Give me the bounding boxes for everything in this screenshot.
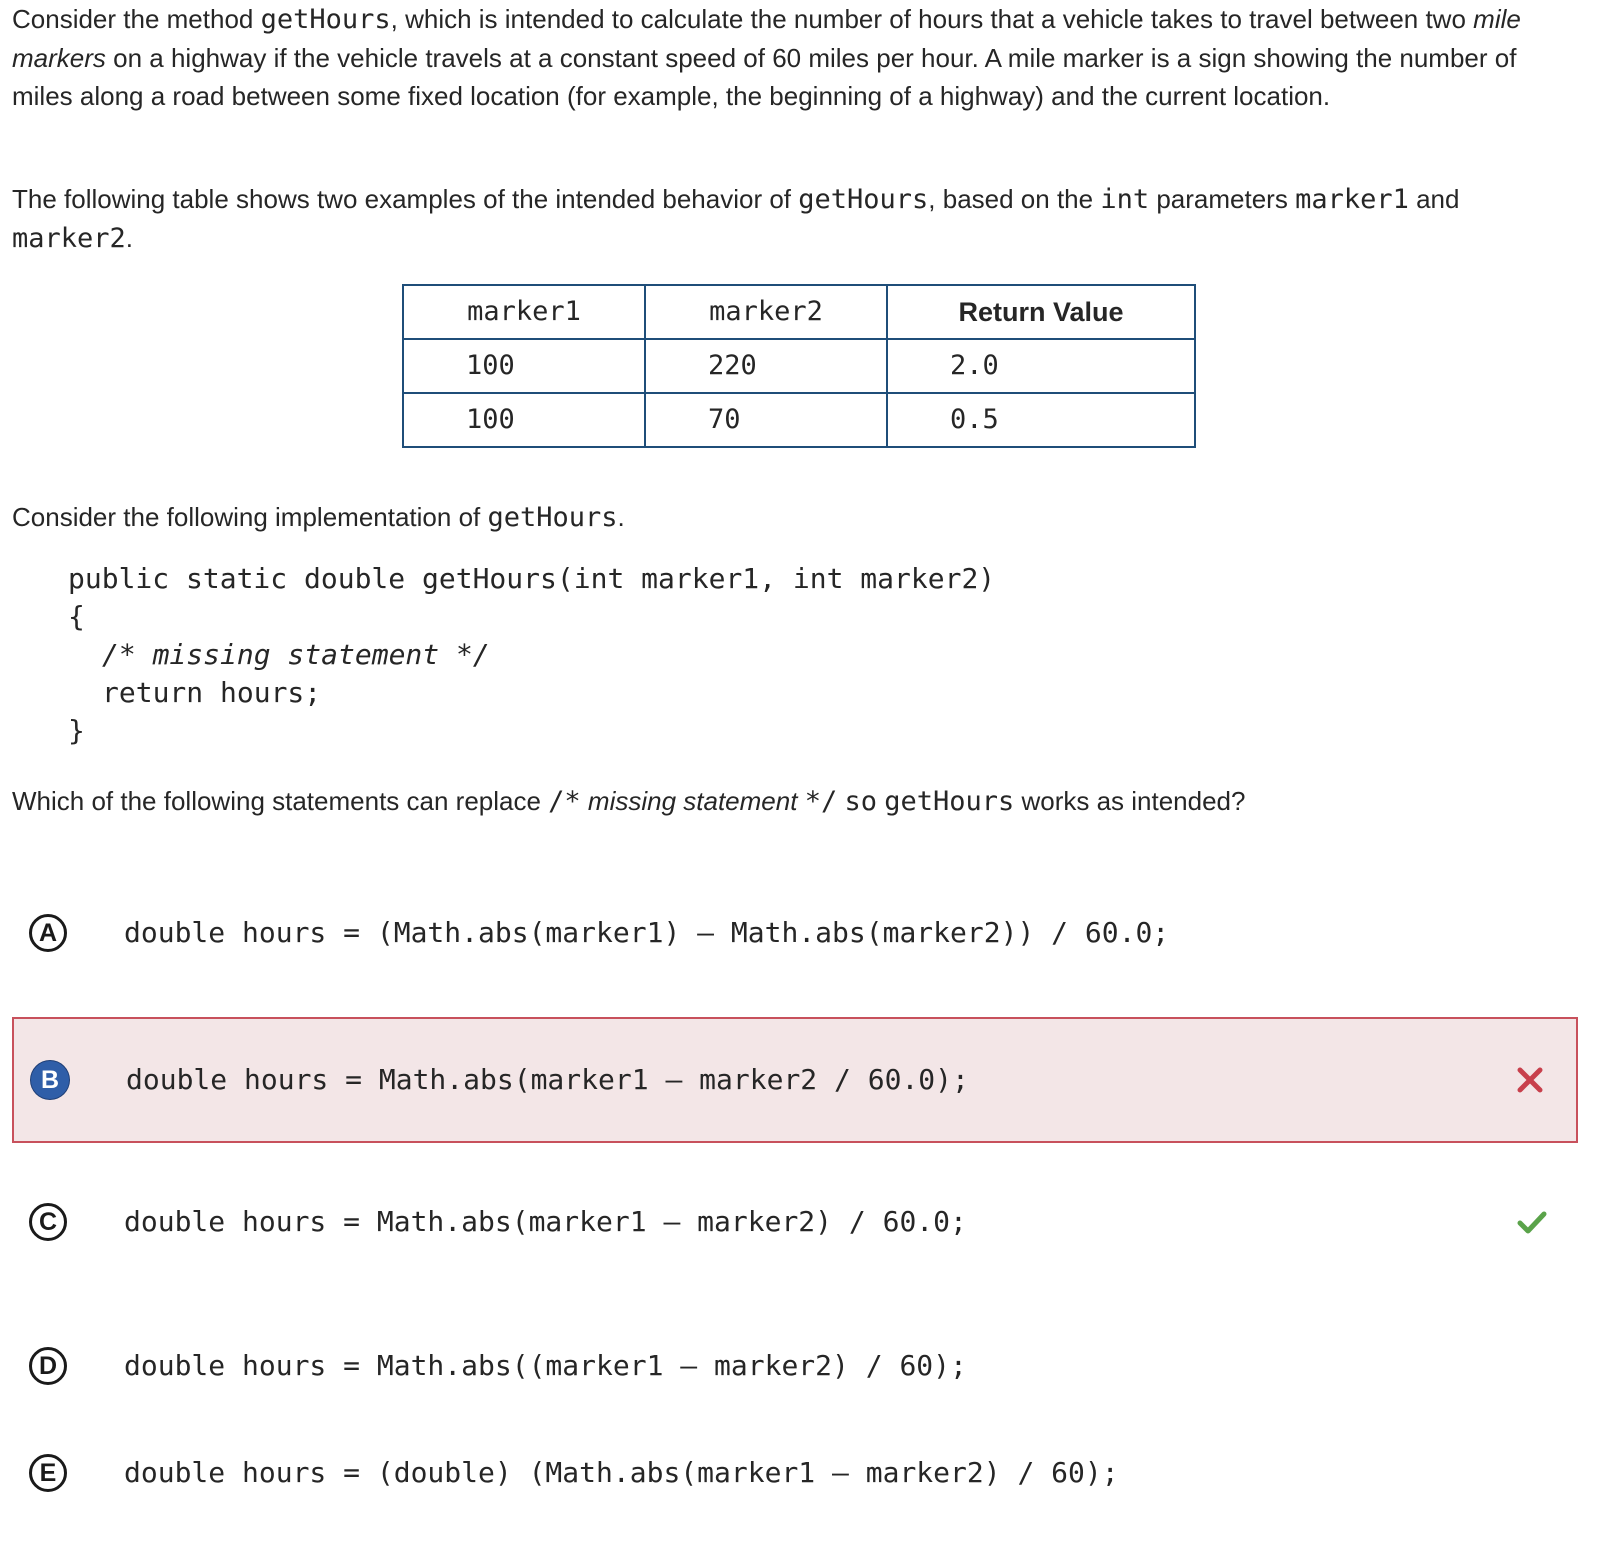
option-text-d: double hours = Math.abs((marker1 – marker2) / 60); — [124, 1349, 967, 1382]
table-cell: 2.0 — [887, 339, 1195, 393]
option-text-c: double hours = Math.abs(marker1 – marker2) / 60.0; — [124, 1205, 967, 1238]
table-cell: 220 — [645, 339, 887, 393]
implementation-intro — [12, 498, 1566, 537]
table-intro-code-gethours: getHours — [798, 184, 929, 215]
question-code-gethours: getHours — [884, 786, 1015, 817]
intro-paragraph — [12, 0, 1566, 115]
impl-intro-code-gethours: getHours — [487, 502, 618, 533]
impl-intro-text-1: Consider the following implementation of — [12, 502, 488, 532]
table-intro-code-int: int — [1100, 184, 1150, 215]
table-intro-code-marker2: marker2 — [12, 223, 126, 254]
table-header-return-value: Return Value — [887, 285, 1195, 339]
answer-option-c[interactable] — [12, 1161, 1578, 1287]
question-code-so: so — [844, 786, 877, 817]
table-row — [403, 393, 1195, 447]
question-code-open-comment: /* — [548, 786, 581, 817]
table-intro-text-5: . — [125, 223, 134, 253]
table-header-marker1: marker1 — [403, 285, 645, 339]
question-text — [12, 782, 1566, 821]
option-letter-c: C — [29, 1203, 67, 1241]
table-row — [403, 339, 1195, 393]
table-header-row — [403, 285, 1195, 339]
answer-option-b[interactable] — [12, 1017, 1578, 1143]
table-cell: 100 — [403, 339, 645, 393]
question-text-1: Which of the following statements can replace — [12, 786, 549, 816]
examples-table — [402, 284, 1196, 448]
question-code-close-comment: */ — [804, 786, 838, 817]
option-letter-d: D — [29, 1347, 67, 1385]
intro-text-1: Consider the method — [12, 4, 261, 34]
impl-intro-text-2: . — [617, 502, 625, 532]
table-header-marker2: marker2 — [645, 285, 887, 339]
table-cell: 100 — [403, 393, 645, 447]
table-intro-code-marker1: marker1 — [1295, 184, 1409, 215]
code-line-open-brace: { — [68, 600, 85, 633]
code-line-signature: public static double getHours(int marker1, int marker2) — [68, 562, 996, 595]
intro-code-gethours: getHours — [260, 4, 391, 35]
table-intro-text-4: and — [1408, 184, 1460, 214]
table-cell: 70 — [645, 393, 887, 447]
option-text-b: double hours = Math.abs(marker1 – marker2 / 60.0); — [126, 1063, 969, 1096]
code-line-return: return hours; — [102, 676, 322, 709]
table-intro-text-3: parameters — [1149, 184, 1296, 214]
answer-option-e[interactable] — [12, 1412, 1578, 1538]
option-letter-b: B — [31, 1061, 69, 1099]
option-letter-e: E — [29, 1454, 67, 1492]
option-letter-a: A — [29, 914, 67, 952]
intro-emphasis-mile-markers: mile markers — [12, 4, 1521, 73]
x-mark-icon — [1512, 1062, 1548, 1098]
table-intro-paragraph — [12, 180, 1566, 258]
option-text-e: double hours = (double) (Math.abs(marker1 – marker2) / 60); — [124, 1456, 1119, 1489]
code-line-missing-statement: /* missing statement */ — [102, 638, 490, 671]
intro-text-3: on a highway if the vehicle travels at a constant speed of 60 miles per hour. A mile marker is a sign showing the number of miles along a road between some fixed location (for example, the beginning of a highway) and the current location. — [12, 43, 1517, 111]
check-mark-icon — [1514, 1204, 1550, 1240]
intro-text-2: , which is intended to calculate the number of hours that a vehicle takes to travel between two — [390, 4, 1474, 34]
question-emphasis-missing-statement: missing statement — [587, 786, 798, 816]
code-line-close-brace: } — [68, 714, 85, 747]
table-intro-text-1: The following table shows two examples of the intended behavior of — [12, 184, 799, 214]
option-text-a: double hours = (Math.abs(marker1) – Math.abs(marker2)) / 60.0; — [124, 916, 1170, 949]
table-intro-text-2: , based on the — [928, 184, 1101, 214]
table-cell: 0.5 — [887, 393, 1195, 447]
code-block — [68, 560, 995, 750]
answer-option-a[interactable] — [12, 872, 1578, 998]
question-text-2: works as intended? — [1014, 786, 1246, 816]
